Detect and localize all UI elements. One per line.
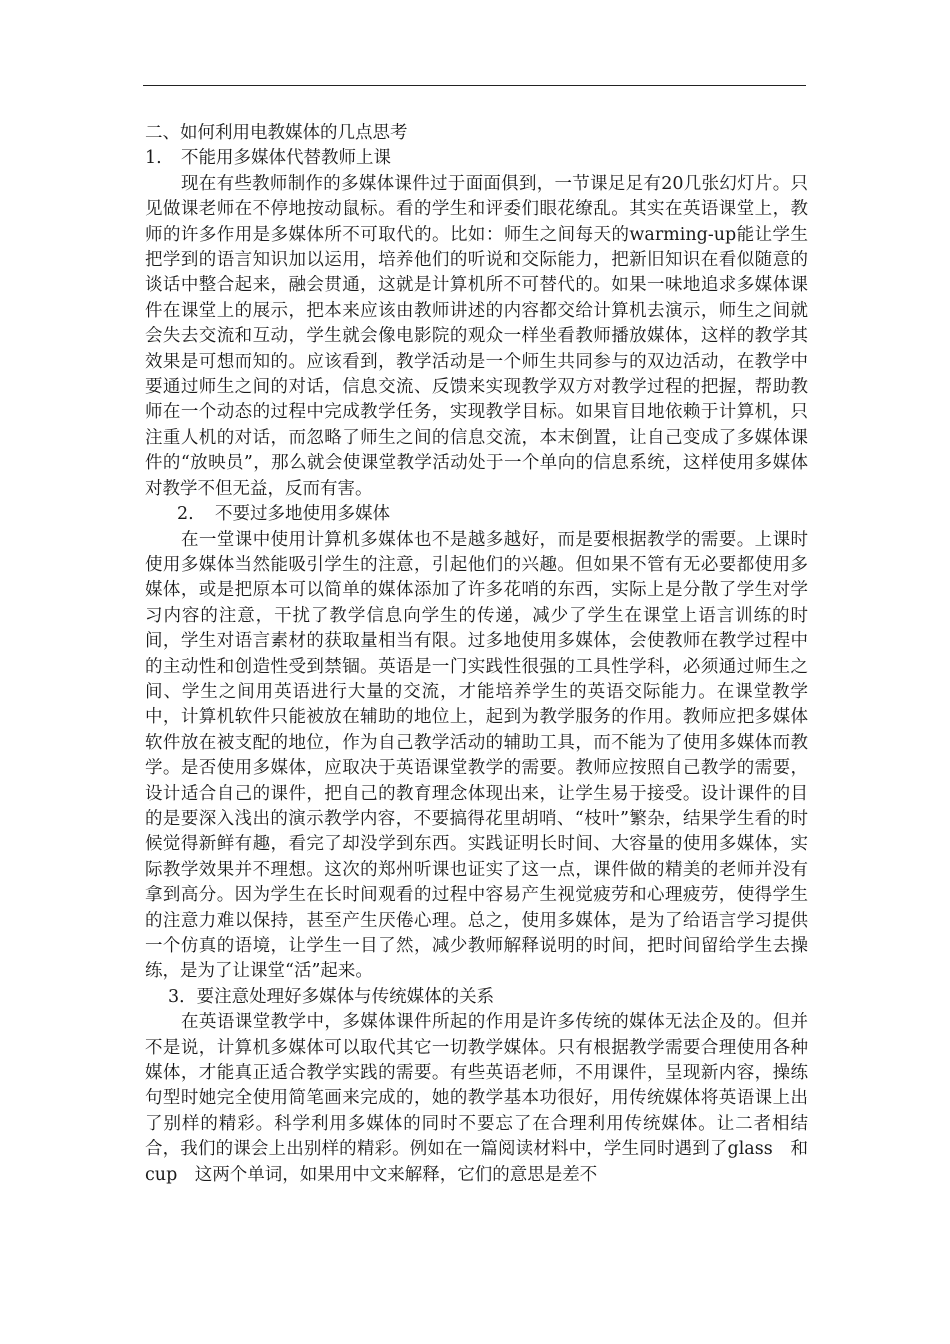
point-1-paragraph: 现在有些教师制作的多媒体课件过于面面俱到，一节课足足有20几张幻灯片。只见做课老师在不停地按动鼠标。看的学生和评委们眼花缭乱。其实在英语课堂上，教师的许多作用是多媒体所不可取代的。比如：师生之间每天的warming-up能让学生把学到的语言知识加以运用，培养他们的听说和交际能力，把新旧知识在看似随意的谈话中整合起来，融会贯通，这就是计算机所不可替代的。如果一味地追求多媒体课件在课堂上的展示，把本来应该由教师讲述的内容都交给计算机去演示，师生之间就会失去交流和互动，学生就会像电影院的观众一样坐看教师播放媒体，这样的教学其效果是可想而知的。应该看到，教学活动是一个师生共同参与的双边活动，在教学中要通过师生之间的对话，信息交流、反馈来实现教学双方对教学过程的把握，帮助教师在一个动态的过程中完成教学任务，实现教学目标。如果盲目地依赖于计算机，只注重人机的对话，而忽略了师生之间的信息交流，本末倒置，让自己变成了多媒体课件的“放映员”，那么就会使课堂教学活动处于一个单向的信息系统，这样使用多媒体对教学不但无益，反而有害。 (145, 173, 808, 499)
point-2-heading-text: 不要过多地使用多媒体 (215, 504, 390, 525)
section-title: 二、如何利用电教媒体的几点思考 (145, 123, 408, 143)
point-2-paragraph: 在一堂课中使用计算机多媒体也不是越多越好，而是要根据教学的需要。上课时使用多媒体当然能吸引学生的注意，引起他们的兴趣。但如果不管有无必要都使用多媒体，或是把原本可以简单的媒体添加了许多花哨的东西，实际上是分散了学生对学习内容的注意，干扰了教学信息向学生的传递，减少了学生在课堂上语言训练的时间，学生对语言素材的获取量相当有限。过多地使用多媒体，会使教师在教学过程中的主动性和创造性受到禁锢。英语是一门实践性很强的工具性学科，必须通过师生之间、学生之间用英语进行大量的交流，才能培养学生的英语交际能力。在课堂教学中，计算机软件只能被放在辅助的地位上，起到为教学服务的作用。教师应把多媒体软件放在被支配的地位，作为自己教学活动的辅助工具，而不能为了使用多媒体而教学。是否使用多媒体，应取决于英语课堂教学的需要。教师应按照自己教学的需要，设计适合自己的课件，把自己的教育理念体现出来，让学生易于接受。设计课件的目的是要深入浅出的演示教学内容，不要搞得花里胡哨、“枝叶”繁杂，结果学生看的时候觉得新鲜有趣，看完了却没学到东西。实践证明长时间、大容量的使用多媒体，实际教学效果并不理想。这次的郑州听课也证实了这一点，课件做的精美的老师并没有拿到高分。因为学生在长时间观看的过程中容易产生视觉疲劳和心理疲劳，使得学生的注意力难以保持，甚至产生厌倦心理。总之，使用多媒体，是为了给语言学习提供一个仿真的语境，让学生一目了然，减少教师解释说明的时间，把时间留给学生去操练，是为了让课堂“活”起来。 (145, 529, 808, 982)
point-1-heading (145, 146, 808, 171)
document-body (145, 121, 808, 1188)
point-1-number: 1. (145, 148, 162, 169)
point-2-number: 2. (177, 504, 194, 525)
point-3-paragraph: 在英语课堂教学中，多媒体课件所起的作用是许多传统的媒体无法企及的。但并不是说，计算机多媒体可以取代其它一切教学媒体。只有根据教学需要合理使用各种媒体，才能真正适合教学实践的需要。有些英语老师，不用课件，呈现新内容，操练句型时她完全使用简笔画来完成的，她的教学基本功很好，用传统媒体将英语课上出了别样的精彩。科学利用多媒体的同时不要忘了在合理利用传统媒体。让二者相结合，我们的课会上出别样的精彩。例如在一篇阅读材料中，学生同时遇到了glass 和cup 这两个单词，如果用中文来解释，它们的意思是差不 (145, 1012, 808, 1185)
point-3-heading: 3．要注意处理好多媒体与传统媒体的关系 (168, 986, 495, 1007)
point-2-heading (145, 502, 808, 527)
point-1-heading-text: 不能用多媒体代替教师上课 (181, 148, 391, 169)
header-rule (143, 85, 806, 86)
